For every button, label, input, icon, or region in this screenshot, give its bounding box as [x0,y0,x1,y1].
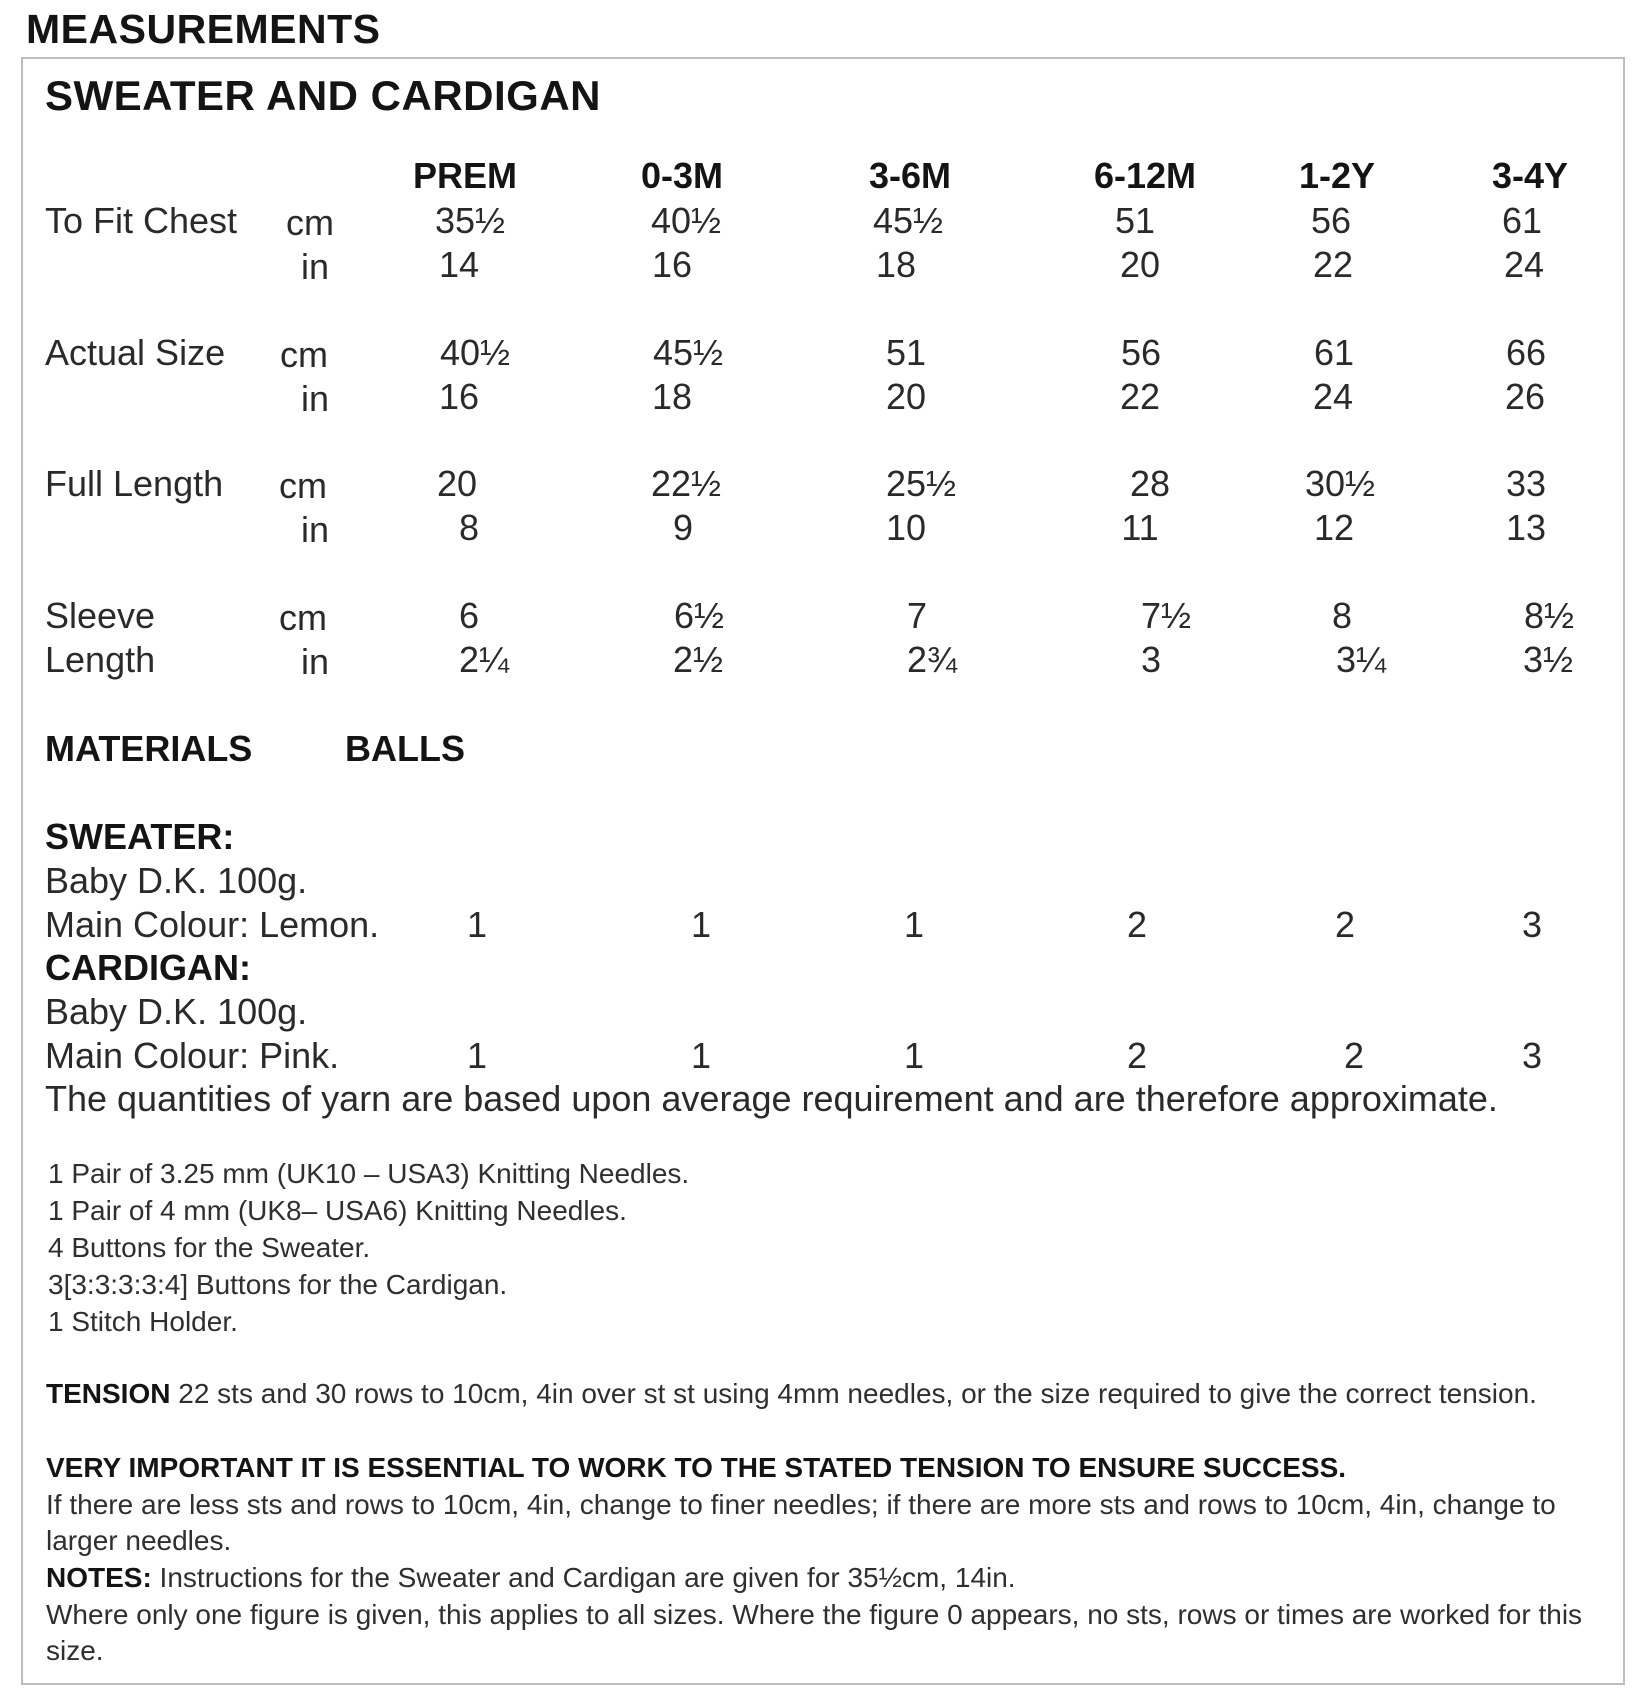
in-value: 2¾ [906,639,958,680]
cm-value: 40½ [439,332,511,373]
ball-count: 1 [690,904,712,945]
unit-label: cm [280,334,328,375]
sweater-colour: Main Colour: Lemon. [45,904,380,945]
balls-heading: BALLS [345,728,465,769]
cardigan-colour: Main Colour: Pink. [45,1035,340,1076]
in-value: 3½ [1522,639,1574,680]
in-value: 14 [438,244,480,285]
in-value: 20 [885,376,927,417]
cm-value: 40½ [650,200,722,241]
in-value: 22 [1119,376,1161,417]
cm-value: 30½ [1304,463,1376,504]
unit-label: cm [286,202,334,243]
in-value: 10 [885,507,927,548]
cm-value: 7½ [1140,595,1192,636]
notes-paragraph [46,1560,1586,1596]
cm-value: 66 [1505,332,1547,373]
in-value: 11 [1121,507,1159,548]
ball-count: 1 [466,1035,488,1076]
equipment-item: 1 Pair of 3.25 mm (UK10 – USA3) Knitting Needles. [48,1158,690,1189]
in-value: 9 [672,507,694,548]
cardigan-yarn: Baby D.K. 100g. [45,991,308,1032]
in-value: 3 [1140,639,1162,680]
row-label: Full Length [45,463,224,504]
in-value: 12 [1313,507,1355,548]
cm-value: 25½ [885,463,957,504]
in-value: 22 [1312,244,1354,285]
ball-count: 2 [1334,904,1356,945]
cm-value: 6 [458,595,480,636]
in-value: 24 [1503,244,1545,285]
cm-value: 7 [906,595,928,636]
section-title: SWEATER AND CARDIGAN [45,72,601,119]
sweater-yarn: Baby D.K. 100g. [45,860,308,901]
ball-count: 2 [1126,1035,1148,1076]
cm-value: 22½ [650,463,722,504]
in-value: 2¼ [458,639,510,680]
cm-value: 33 [1505,463,1547,504]
cm-value: 35½ [434,200,506,241]
row-label: Sleeve [45,595,156,636]
notes-label: NOTES: [46,1562,152,1593]
notes-text: Instructions for the Sweater and Cardigan are given for 35½cm, 14in. [151,1562,1016,1593]
cm-value: 61 [1501,200,1543,241]
ball-count: 2 [1126,904,1148,945]
cm-value: 51 [1114,200,1156,241]
in-value: 18 [651,376,693,417]
in-value: 2½ [672,639,724,680]
equipment-item: 3[3:3:3:3:4] Buttons for the Cardigan. [48,1269,508,1300]
unit-label: in [301,378,330,419]
ball-count: 2 [1343,1035,1365,1076]
equipment-item: 1 Pair of 4 mm (UK8– USA6) Knitting Needles. [48,1195,627,1226]
ball-count: 1 [690,1035,712,1076]
in-value: 13 [1505,507,1547,548]
cm-value: 20 [436,463,478,504]
tension-paragraph [46,1376,1586,1412]
size-header: 6-12M [1093,155,1197,196]
ball-count: 1 [466,904,488,945]
materials-heading: MATERIALS [45,728,253,769]
unit-label: cm [279,465,327,506]
notes-text-2: Where only one figure is given, this applies to all sizes. Where the figure 0 appears, no sts, rows or times are worked for this size. [46,1599,1583,1666]
size-header: 0-3M [640,155,724,196]
size-header: 3-6M [868,155,952,196]
tension-text: 22 sts and 30 rows to 10cm, 4in over st st using 4mm needles, or the size required to give the correct tension. [170,1378,1537,1409]
sweater-heading: SWEATER: [45,816,235,857]
quantity-note: The quantities of yarn are based upon average requirement and are therefore approximate. [45,1078,1498,1119]
ball-count: 1 [903,904,925,945]
unit-label: in [301,246,330,287]
unit-label: cm [279,597,327,638]
row-label: To Fit Chest [45,200,238,241]
page-title: MEASUREMENTS [26,6,381,52]
in-value: 20 [1119,244,1161,285]
cm-value: 28 [1129,463,1171,504]
row-label-line2: Length [45,639,156,680]
equipment-item: 4 Buttons for the Sweater. [48,1232,371,1263]
tension-important [46,1450,1586,1486]
cm-value: 8½ [1523,595,1575,636]
cm-value: 51 [885,332,927,373]
in-value: 24 [1312,376,1354,417]
size-header: 3-4Y [1491,155,1569,196]
tension-important-text: VERY IMPORTANT IT IS ESSENTIAL TO WORK TO THE STATED TENSION TO ENSURE SUCCESS. [46,1452,1347,1483]
in-value: 3¼ [1335,639,1387,680]
in-value: 16 [438,376,480,417]
row-label: Actual Size [45,332,226,373]
ball-count: 3 [1521,904,1543,945]
cm-value: 45½ [652,332,724,373]
cm-value: 61 [1313,332,1355,373]
size-header: 1-2Y [1298,155,1376,196]
equipment-item: 1 Stitch Holder. [48,1306,238,1337]
tension-label: TENSION [46,1378,171,1409]
cm-value: 45½ [872,200,944,241]
cm-value: 56 [1310,200,1352,241]
cardigan-heading: CARDIGAN: [45,947,251,988]
ball-count: 3 [1521,1035,1543,1076]
in-value: 8 [458,507,480,548]
tension-advice: If there are less sts and rows to 10cm, 4in, change to finer needles; if there are more sts and rows to 10cm, 4in, change to larger needles. [46,1489,1556,1556]
in-value: 18 [875,244,917,285]
cm-value: 6½ [673,595,725,636]
unit-label: in [301,641,330,682]
ball-count: 1 [903,1035,925,1076]
in-value: 16 [651,244,693,285]
in-value: 26 [1504,376,1546,417]
unit-label: in [301,509,330,550]
cm-value: 8 [1331,595,1353,636]
cm-value: 56 [1120,332,1162,373]
size-header: PREM [412,155,518,196]
